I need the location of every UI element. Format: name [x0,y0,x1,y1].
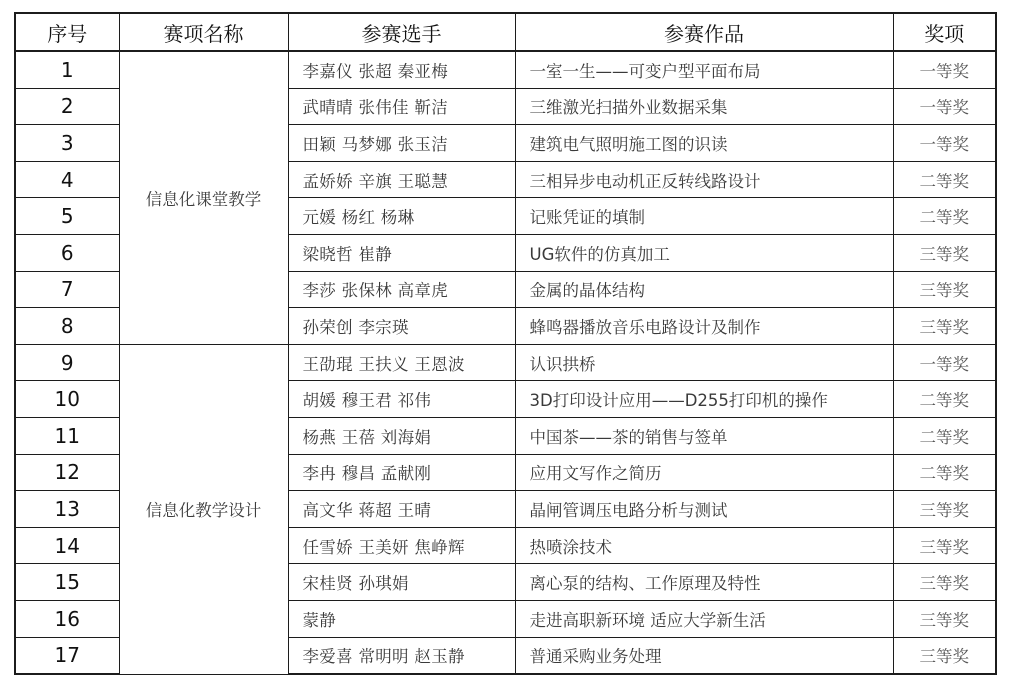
work-cell: 走进高职新环境 适应大学新生活 [515,600,893,637]
work-cell: 三相异步电动机正反转线路设计 [515,161,893,198]
participants-cell: 梁晓哲 崔静 [288,234,515,271]
work-cell: 应用文写作之简历 [515,454,893,491]
row-number: 5 [15,198,119,235]
row-number: 10 [15,381,119,418]
participants-cell: 武晴晴 张伟佳 靳洁 [288,88,515,125]
work-cell: 金属的晶体结构 [515,271,893,308]
row-number: 11 [15,417,119,454]
award-cell: 三等奖 [893,564,996,601]
work-cell: UG软件的仿真加工 [515,234,893,271]
participants-cell: 宋桂贤 孙琪娟 [288,564,515,601]
work-cell: 记账凭证的填制 [515,198,893,235]
participants-cell: 任雪娇 王美妍 焦峥辉 [288,527,515,564]
award-cell: 一等奖 [893,344,996,381]
participants-cell: 王劭琨 王扶义 王恩波 [288,344,515,381]
row-number: 6 [15,234,119,271]
table-header [15,13,996,51]
participants-cell: 孙荣创 李宗瑛 [288,308,515,345]
work-cell: 普通采购业务处理 [515,637,893,674]
participants-cell: 高文华 蒋超 王晴 [288,491,515,528]
header-award: 奖项 [893,13,996,51]
row-number: 4 [15,161,119,198]
work-cell: 认识拱桥 [515,344,893,381]
row-number: 7 [15,271,119,308]
header-category: 赛项名称 [119,13,288,51]
award-cell: 三等奖 [893,491,996,528]
category-cell: 信息化教学设计 [119,344,288,674]
award-cell: 二等奖 [893,381,996,418]
award-cell: 二等奖 [893,161,996,198]
row-number: 2 [15,88,119,125]
row-number: 16 [15,600,119,637]
participants-cell: 胡媛 穆王君 祁伟 [288,381,515,418]
participants-cell: 元媛 杨红 杨琳 [288,198,515,235]
work-cell: 蜂鸣器播放音乐电路设计及制作 [515,308,893,345]
award-cell: 三等奖 [893,600,996,637]
participants-cell: 杨燕 王蓓 刘海娟 [288,417,515,454]
participants-cell: 蒙静 [288,600,515,637]
award-cell: 二等奖 [893,454,996,491]
award-cell: 一等奖 [893,88,996,125]
work-cell: 热喷涂技术 [515,527,893,564]
row-number: 13 [15,491,119,528]
row-number: 9 [15,344,119,381]
table-body [15,51,996,674]
header-row [15,13,996,51]
work-cell: 一室一生——可变户型平面布局 [515,51,893,88]
work-cell: 建筑电气照明施工图的识读 [515,125,893,162]
header-participants: 参赛选手 [288,13,515,51]
work-cell: 晶闸管调压电路分析与测试 [515,491,893,528]
work-cell: 离心泵的结构、工作原理及特性 [515,564,893,601]
category-cell: 信息化课堂教学 [119,51,288,344]
work-cell: 三维激光扫描外业数据采集 [515,88,893,125]
table-row [15,51,996,88]
award-cell: 一等奖 [893,51,996,88]
row-number: 17 [15,637,119,674]
work-cell: 中国茶——茶的销售与签单 [515,417,893,454]
header-work: 参赛作品 [515,13,893,51]
participants-cell: 李爱喜 常明明 赵玉静 [288,637,515,674]
header-no: 序号 [15,13,119,51]
awards-table [14,12,997,675]
award-cell: 三等奖 [893,637,996,674]
award-cell: 三等奖 [893,234,996,271]
row-number: 1 [15,51,119,88]
row-number: 3 [15,125,119,162]
participants-cell: 李嘉仪 张超 秦亚梅 [288,51,515,88]
award-cell: 三等奖 [893,308,996,345]
participants-cell: 李冉 穆昌 孟献刚 [288,454,515,491]
row-number: 15 [15,564,119,601]
award-cell: 二等奖 [893,198,996,235]
row-number: 8 [15,308,119,345]
participants-cell: 孟娇娇 辛旗 王聪慧 [288,161,515,198]
table-row [15,344,996,381]
award-cell: 二等奖 [893,417,996,454]
award-cell: 一等奖 [893,125,996,162]
row-number: 14 [15,527,119,564]
award-cell: 三等奖 [893,527,996,564]
award-cell: 三等奖 [893,271,996,308]
participants-cell: 李莎 张保林 高章虎 [288,271,515,308]
work-cell: 3D打印设计应用——D255打印机的操作 [515,381,893,418]
row-number: 12 [15,454,119,491]
participants-cell: 田颖 马梦娜 张玉洁 [288,125,515,162]
